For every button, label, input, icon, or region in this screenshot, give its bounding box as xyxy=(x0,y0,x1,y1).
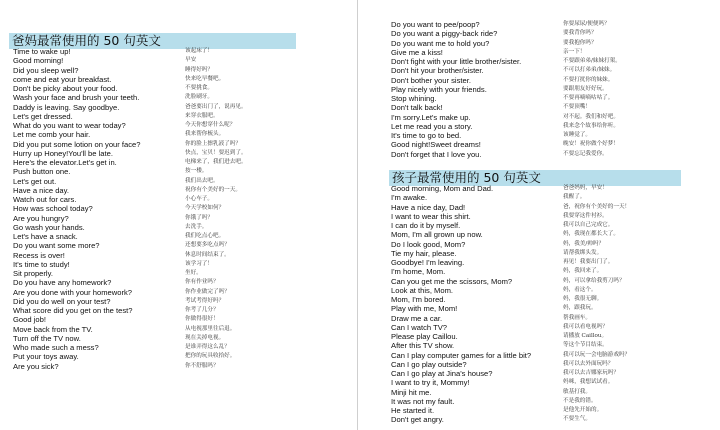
phrase-row xyxy=(0,334,357,343)
english-phrase: Tie my hair, please. xyxy=(391,248,457,258)
chinese-translation: 你作业做完了吗？ xyxy=(185,288,230,295)
phrase-row xyxy=(358,76,720,85)
phrase-row xyxy=(0,260,357,269)
phrase-row xyxy=(358,240,720,249)
chinese-translation: 快来吃早餐吧。 xyxy=(185,75,225,82)
english-phrase: Push button one. xyxy=(13,167,71,177)
english-phrase: Did you do well on your test? xyxy=(13,296,111,306)
phrase-row xyxy=(358,267,720,276)
chinese-translation: 我们吃点心吧。 xyxy=(185,233,225,239)
chinese-translation: 休息时间结束了。 xyxy=(185,251,230,258)
phrase-row xyxy=(358,221,720,230)
chinese-translation: 不要再嘀嘀咕咕了。 xyxy=(563,95,614,101)
english-phrase: Good morning! xyxy=(13,56,64,66)
english-phrase: Let's get dressed. xyxy=(13,111,73,121)
chinese-translation: 把你的玩具收拾好。 xyxy=(185,353,236,360)
chinese-translation: 我要穿这件衬衫。 xyxy=(563,212,608,219)
english-phrase: Who made such a mess? xyxy=(13,343,99,352)
chinese-translation: 再见！我要出门了。 xyxy=(563,259,614,265)
english-phrase: Good job! xyxy=(13,315,46,325)
chinese-translation: 不要生气。 xyxy=(563,416,591,423)
english-phrase: Give me a kiss! xyxy=(391,47,443,57)
english-phrase: It's time to go to bed. xyxy=(391,131,462,140)
phrase-row xyxy=(358,103,720,112)
chinese-translation: 你不舒服吗？ xyxy=(185,362,219,369)
phrase-row xyxy=(358,323,720,332)
phrase-row xyxy=(0,186,357,195)
english-phrase: I want to wear this shirt. xyxy=(391,211,471,221)
phrase-row xyxy=(0,56,357,65)
chinese-translation: 爸，祝你有个美好的一天！ xyxy=(563,203,631,210)
phrase-row xyxy=(0,343,357,352)
phrase-row xyxy=(0,241,357,250)
english-phrase: Good night!Sweet dreams! xyxy=(391,140,481,150)
chinese-translation: 睡得好吗？ xyxy=(185,66,213,73)
phrase-row xyxy=(358,230,720,239)
parents-section-title: 爸妈最常使用的 50 句英文 xyxy=(12,33,161,48)
english-phrase: Minji hit me. xyxy=(391,387,432,397)
kids-phrase-list xyxy=(358,184,720,425)
english-phrase: Did you sleep well? xyxy=(13,65,79,75)
phrase-row xyxy=(0,306,357,315)
english-phrase: Are you sick? xyxy=(13,361,59,371)
chinese-translation: 今天学校如何？ xyxy=(185,205,225,212)
phrase-row xyxy=(0,223,357,232)
english-phrase: How was school today? xyxy=(13,204,93,214)
english-phrase: Do you want to pee/poop? xyxy=(391,20,480,29)
chinese-translation: 你有作业吗？ xyxy=(185,279,219,286)
phrase-row xyxy=(358,406,720,415)
chinese-translation: 不要跟弟弟/妹妹打架。 xyxy=(563,58,621,64)
english-phrase: I can do it by myself. xyxy=(391,221,461,230)
phrase-row xyxy=(0,232,357,241)
english-phrase: Watch out for cars. xyxy=(13,195,77,204)
chinese-translation: 你考了几分？ xyxy=(185,307,219,313)
phrase-row xyxy=(358,341,720,350)
chinese-translation: 不要忘记我爱你。 xyxy=(563,150,608,157)
english-phrase: Don't bother your sister. xyxy=(391,75,471,85)
english-phrase: Goodbye! I'm leaving. xyxy=(391,258,465,267)
english-phrase: Do you have any homework? xyxy=(13,278,112,288)
chinese-translation: 你做得很好！ xyxy=(185,316,219,323)
english-phrase: Hurry up Honey!You'll be late. xyxy=(13,148,113,158)
phrase-row xyxy=(0,251,357,260)
english-phrase: Do you want me to hold you? xyxy=(391,38,490,48)
phrase-row xyxy=(358,397,720,406)
english-phrase: Can I play computer games for a little bit? xyxy=(391,350,532,360)
chinese-translation: 去洗手。 xyxy=(185,223,208,230)
chinese-translation: 来穿衣服吧。 xyxy=(185,112,219,119)
english-phrase: Let's get out. xyxy=(13,176,57,186)
english-phrase: Move back from the TV. xyxy=(13,324,93,334)
phrase-row xyxy=(358,388,720,397)
chinese-translation: 亲一下！ xyxy=(563,48,586,55)
phrase-row xyxy=(0,66,357,75)
phrase-row xyxy=(0,315,357,324)
english-phrase: Don't forget that I love you. xyxy=(391,149,482,159)
chinese-translation: 你的脸上擦乳液了吗？ xyxy=(185,140,241,147)
english-phrase: Good morning, Mom and Dad. xyxy=(391,184,494,193)
english-phrase: Don't talk back! xyxy=(391,103,443,113)
english-phrase: Wash your face and brush your teeth. xyxy=(13,93,140,103)
chinese-translation: 该学习了！ xyxy=(185,260,213,267)
english-phrase: Let's have a snack. xyxy=(13,232,78,241)
english-phrase: Recess is over! xyxy=(13,250,65,260)
english-phrase: Can I go play outside? xyxy=(391,359,467,369)
chinese-translation: 请播放 Caillou。 xyxy=(563,333,608,339)
chinese-translation: 我来念个故事给你听。 xyxy=(563,122,619,129)
chinese-translation: 我醒了。 xyxy=(563,194,586,201)
chinese-translation: 不要顶嘴！ xyxy=(563,104,591,111)
phrase-row xyxy=(358,212,720,221)
chinese-translation: 要我背你吗？ xyxy=(563,30,597,37)
chinese-translation: 帮我画车。 xyxy=(563,314,591,321)
chinese-translation: 妈咪，我想试试看。 xyxy=(563,379,614,386)
chinese-translation: 你要尿尿/便便吗？ xyxy=(563,21,610,27)
chinese-translation: 从电视那里往后退。 xyxy=(185,325,236,332)
phrase-row xyxy=(0,297,357,306)
chinese-translation: 不要挑食。 xyxy=(185,85,213,91)
phrase-row xyxy=(358,150,720,159)
english-phrase: Play with me, Mom! xyxy=(391,304,458,314)
phrase-row xyxy=(358,122,720,131)
phrase-row xyxy=(358,39,720,48)
chinese-translation: 快点，宝贝！要迟到了。 xyxy=(185,149,247,156)
phrase-row xyxy=(358,277,720,286)
phrase-row xyxy=(0,140,357,149)
phrase-row xyxy=(0,121,357,130)
english-phrase: Let me read you a story. xyxy=(391,121,473,131)
chinese-translation: 妈，我回来了。 xyxy=(563,268,603,275)
chinese-translation: 该起床了！ xyxy=(185,48,213,54)
chinese-translation: 爸爸妈妈，早安！ xyxy=(563,185,608,191)
chinese-translation: 妈，跟我玩。 xyxy=(563,305,597,312)
phrase-row xyxy=(358,20,720,29)
english-phrase: Do I look good, Mom? xyxy=(391,239,466,249)
kids-section-title: 孩子最常使用的 50 句英文 xyxy=(392,170,541,185)
english-phrase: Don't fight with your little brother/sister. xyxy=(391,57,522,66)
chinese-translation: 还想要多吃点吗？ xyxy=(185,242,230,249)
chinese-translation: 不可以打弟弟/妹妹。 xyxy=(563,67,616,74)
phrase-row xyxy=(358,314,720,323)
phrase-row xyxy=(0,325,357,334)
chinese-translation: 该睡觉了。 xyxy=(563,132,591,138)
phrase-row xyxy=(0,195,357,204)
chinese-translation: 洗脸刷牙。 xyxy=(185,94,213,101)
phrase-row xyxy=(358,193,720,202)
phrase-row xyxy=(358,249,720,258)
english-phrase: I'm awake. xyxy=(391,193,428,203)
english-phrase: Have a nice day. xyxy=(13,185,69,195)
english-phrase: What score did you get on the test? xyxy=(13,306,133,315)
phrase-row xyxy=(0,204,357,213)
english-phrase: Are you done with your homework? xyxy=(13,287,133,297)
english-phrase: Don't get angry. xyxy=(391,415,444,425)
phrase-row xyxy=(358,94,720,103)
english-phrase: Have a nice day, Dad! xyxy=(391,202,466,212)
english-phrase: Can I go play at Jina's house? xyxy=(391,369,493,378)
chinese-translation: 按一楼。 xyxy=(185,168,208,175)
chinese-translation: 妈，我现在都长大了。 xyxy=(563,231,619,238)
chinese-translation: 你饿了吗？ xyxy=(185,214,213,221)
english-phrase: Here's the elevator.Let's get in. xyxy=(13,158,117,167)
english-phrase: Play nicely with your friends. xyxy=(391,84,487,94)
english-phrase: Do you want a piggy-back ride? xyxy=(391,29,498,39)
phrase-row xyxy=(0,288,357,297)
english-phrase: Can I watch TV? xyxy=(391,322,447,332)
chinese-translation: 是他先开始的。 xyxy=(563,407,603,413)
phrase-row xyxy=(0,278,357,287)
english-phrase: Are you hungry? xyxy=(13,213,69,223)
english-phrase: Turn off the TV now. xyxy=(13,333,81,343)
phrase-row xyxy=(0,149,357,158)
chinese-translation: 我们出去吧。 xyxy=(185,177,219,184)
chinese-translation: 等这个节目结束。 xyxy=(563,342,608,349)
english-phrase: Put your toys away. xyxy=(13,352,79,362)
english-phrase: Sit properly. xyxy=(13,269,53,278)
chinese-translation: 我可以去外面玩吗？ xyxy=(563,360,614,367)
chinese-translation: 今天你想穿什么呢？ xyxy=(185,122,236,128)
phrase-row xyxy=(358,57,720,66)
chinese-translation: 妈，我美/帅吗？ xyxy=(563,240,605,247)
chinese-translation: 小心车子。 xyxy=(185,196,213,202)
english-phrase: I'm sorry.Let's make up. xyxy=(391,112,471,122)
phrase-row xyxy=(358,184,720,193)
phrase-row xyxy=(358,48,720,57)
phrase-row xyxy=(0,112,357,121)
phrase-row xyxy=(0,84,357,93)
chinese-translation: 敏基打我。 xyxy=(563,388,591,395)
english-phrase: Do you want some more? xyxy=(13,241,100,251)
english-phrase: Go wash your hands. xyxy=(13,222,85,232)
chinese-translation: 要跟朋友好好玩。 xyxy=(563,85,608,92)
english-phrase: Draw me a car. xyxy=(391,313,443,323)
phrase-row xyxy=(0,167,357,176)
chinese-translation: 是谁弄得这么乱？ xyxy=(185,344,230,350)
phrase-row xyxy=(358,85,720,94)
chinese-translation: 不是我的错。 xyxy=(563,397,597,404)
english-phrase: Stop whining. xyxy=(391,94,437,103)
chinese-translation: 晚安！祝你做个好梦！ xyxy=(563,141,619,148)
english-phrase: It was not my fault. xyxy=(391,396,455,406)
chinese-translation: 爸爸要出门了，说再见。 xyxy=(185,103,247,110)
chinese-translation: 妈，可以拿给我剪刀吗？ xyxy=(563,277,625,284)
chinese-translation: 我可以去吉娜家玩吗？ xyxy=(563,370,619,376)
phrase-row xyxy=(358,203,720,212)
chinese-translation: 对不起。我们和好吧。 xyxy=(563,113,619,120)
parents-phrase-list-continued xyxy=(358,20,720,159)
chinese-translation: 请帮我绑头发。 xyxy=(563,249,603,256)
chinese-translation: 考试考得好吗？ xyxy=(185,297,225,304)
english-phrase: After this TV show. xyxy=(391,341,455,351)
english-phrase: He started it. xyxy=(391,406,435,415)
phrase-row xyxy=(358,351,720,360)
phrase-row xyxy=(358,286,720,295)
chinese-translation: 我可以自己完成它。 xyxy=(563,222,614,228)
chinese-translation: 我可以玩一会电脑游戏吗？ xyxy=(563,351,631,358)
phrase-row xyxy=(0,352,357,361)
phrase-row xyxy=(0,177,357,186)
phrase-row xyxy=(0,269,357,278)
english-phrase: Can you get me the scissors, Mom? xyxy=(391,276,513,286)
phrase-row xyxy=(0,130,357,139)
english-phrase: come and eat your breakfast. xyxy=(13,74,112,84)
english-phrase: Don't be picky about your food. xyxy=(13,84,118,93)
phrase-row xyxy=(0,214,357,223)
english-phrase: Daddy is leaving. Say goodbye. xyxy=(13,102,120,112)
phrase-row xyxy=(358,113,720,122)
chinese-translation: 坐好。 xyxy=(185,270,202,276)
phrase-row xyxy=(358,131,720,140)
phrase-row xyxy=(358,295,720,304)
parents-phrase-list xyxy=(0,47,357,371)
phrase-row xyxy=(358,29,720,38)
chinese-translation: 祝你有个美好的一天。 xyxy=(185,186,241,193)
phrase-row xyxy=(358,360,720,369)
english-phrase: Time to wake up! xyxy=(13,47,71,56)
phrase-row xyxy=(358,66,720,75)
english-phrase: Look at this, Mom. xyxy=(391,285,454,295)
phrase-row xyxy=(358,304,720,313)
phrase-row xyxy=(0,158,357,167)
phrase-row xyxy=(0,93,357,102)
english-phrase: I want to try it, Mommy! xyxy=(391,378,470,388)
chinese-translation: 早安 xyxy=(185,57,197,64)
english-phrase: Mom, I'm bored. xyxy=(391,295,446,304)
english-phrase: Don't hit your brother/sister. xyxy=(391,66,484,76)
english-phrase: Mom, I'm all grown up now. xyxy=(391,230,483,240)
english-phrase: Let me comb your hair. xyxy=(13,130,91,140)
phrase-row xyxy=(0,75,357,84)
phrase-row xyxy=(358,369,720,378)
chinese-translation: 妈，我很无聊。 xyxy=(563,296,603,302)
english-phrase: Did you put some lotion on your face? xyxy=(13,139,141,149)
english-phrase: Please play Caillou. xyxy=(391,332,458,341)
phrase-row xyxy=(0,47,357,56)
phrase-row xyxy=(358,378,720,387)
chinese-translation: 我可以看电视吗？ xyxy=(563,323,608,330)
phrase-row xyxy=(358,258,720,267)
chinese-translation: 电梯来了，我们进去吧。 xyxy=(185,159,247,165)
chinese-translation: 现在关掉电视。 xyxy=(185,334,225,341)
chinese-translation: 不要打扰你的妹妹。 xyxy=(563,76,614,83)
chinese-translation: 要我抱你吗？ xyxy=(563,39,597,46)
phrase-row xyxy=(358,332,720,341)
english-phrase: It's time to study! xyxy=(13,259,70,269)
phrase-row xyxy=(358,415,720,424)
phrase-row xyxy=(0,362,357,371)
phrase-row xyxy=(0,103,357,112)
chinese-translation: 我来帮你梳头。 xyxy=(185,131,225,138)
phrase-row xyxy=(358,140,720,149)
english-phrase: I'm home, Mom. xyxy=(391,267,446,277)
chinese-translation: 妈，看这个。 xyxy=(563,286,597,293)
english-phrase: What do you want to wear today? xyxy=(13,121,126,130)
